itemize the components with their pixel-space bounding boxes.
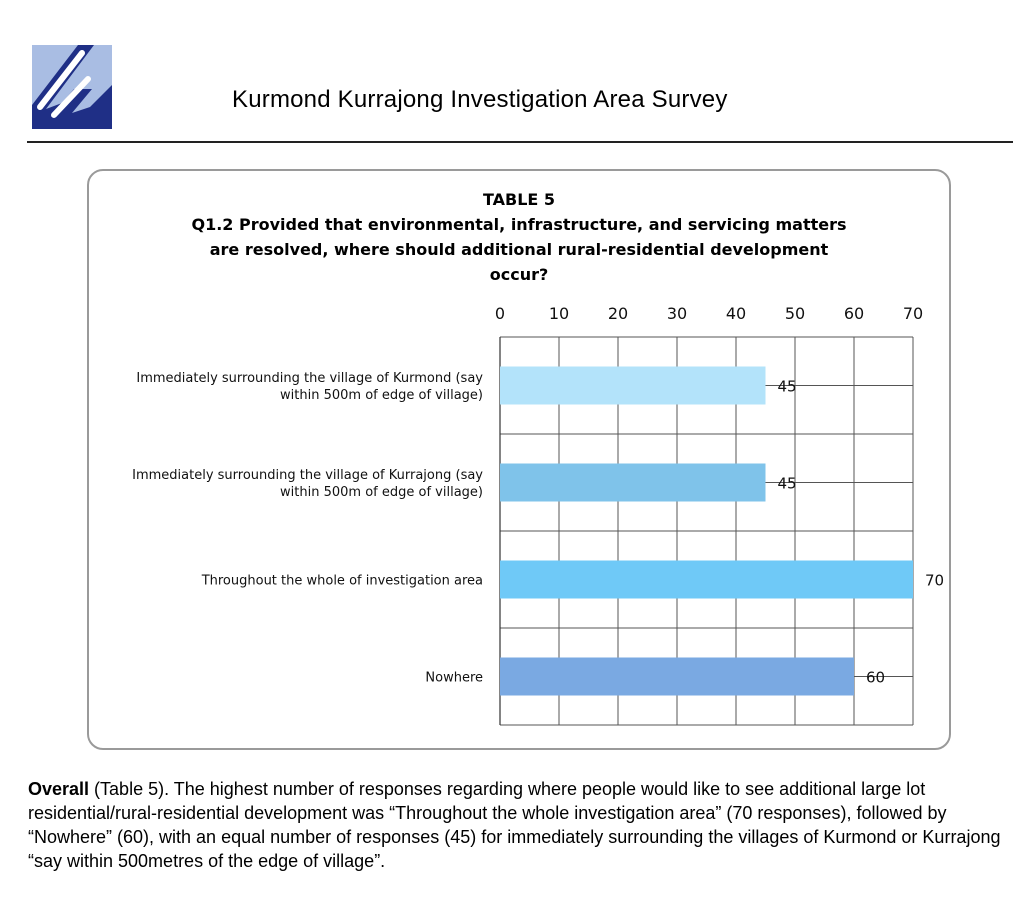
data-label: 60 bbox=[866, 668, 886, 687]
x-tick-label: 30 bbox=[666, 304, 688, 323]
summary-paragraph bbox=[28, 777, 1003, 873]
x-tick-label: 20 bbox=[607, 304, 629, 323]
data-label: 45 bbox=[777, 474, 797, 493]
bar-2 bbox=[500, 464, 766, 502]
category-label: within 500m of edge of village) bbox=[280, 388, 483, 403]
category-label: Throughout the whole of investigation area bbox=[201, 573, 483, 589]
data-label: 45 bbox=[777, 377, 797, 396]
data-label: 70 bbox=[925, 571, 945, 590]
chart-title: Q1.2 Provided that environmental, infrastructure, and servicing matters are resolved, where should additional rural-residential development occur? bbox=[191, 215, 847, 284]
table-label: TABLE 5 bbox=[482, 190, 556, 209]
x-tick-label: 60 bbox=[843, 304, 865, 323]
x-tick-label: 70 bbox=[902, 304, 924, 323]
x-tick-label: 40 bbox=[725, 304, 747, 323]
x-tick-label: 0 bbox=[494, 304, 506, 323]
bar-1 bbox=[500, 367, 766, 405]
category-label: Nowhere bbox=[425, 670, 483, 686]
summary-lead: Overall bbox=[28, 779, 90, 799]
category-label: Immediately surrounding the village of Kurmond (say bbox=[136, 371, 483, 386]
category-label: within 500m of edge of village) bbox=[280, 485, 483, 500]
summary-text: (Table 5). The highest number of responses regarding where people would like to see additional large lot residential/rural-residential development was “Throughout the whole investigation area” (70 responses), followed by “Nowhere” (60), with an equal number of responses (45) for immediately surrounding the villages of Kurmond or Kurrajong “say within 500metres of the edge of village”. bbox=[28, 779, 1001, 871]
bar-4 bbox=[500, 658, 854, 696]
document-title: Kurmond Kurrajong Investigation Area Survey bbox=[232, 86, 728, 113]
x-tick-label: 10 bbox=[548, 304, 570, 323]
category-label: Immediately surrounding the village of Kurrajong (say bbox=[132, 468, 483, 483]
bar-3 bbox=[500, 561, 913, 599]
x-tick-label: 50 bbox=[784, 304, 806, 323]
